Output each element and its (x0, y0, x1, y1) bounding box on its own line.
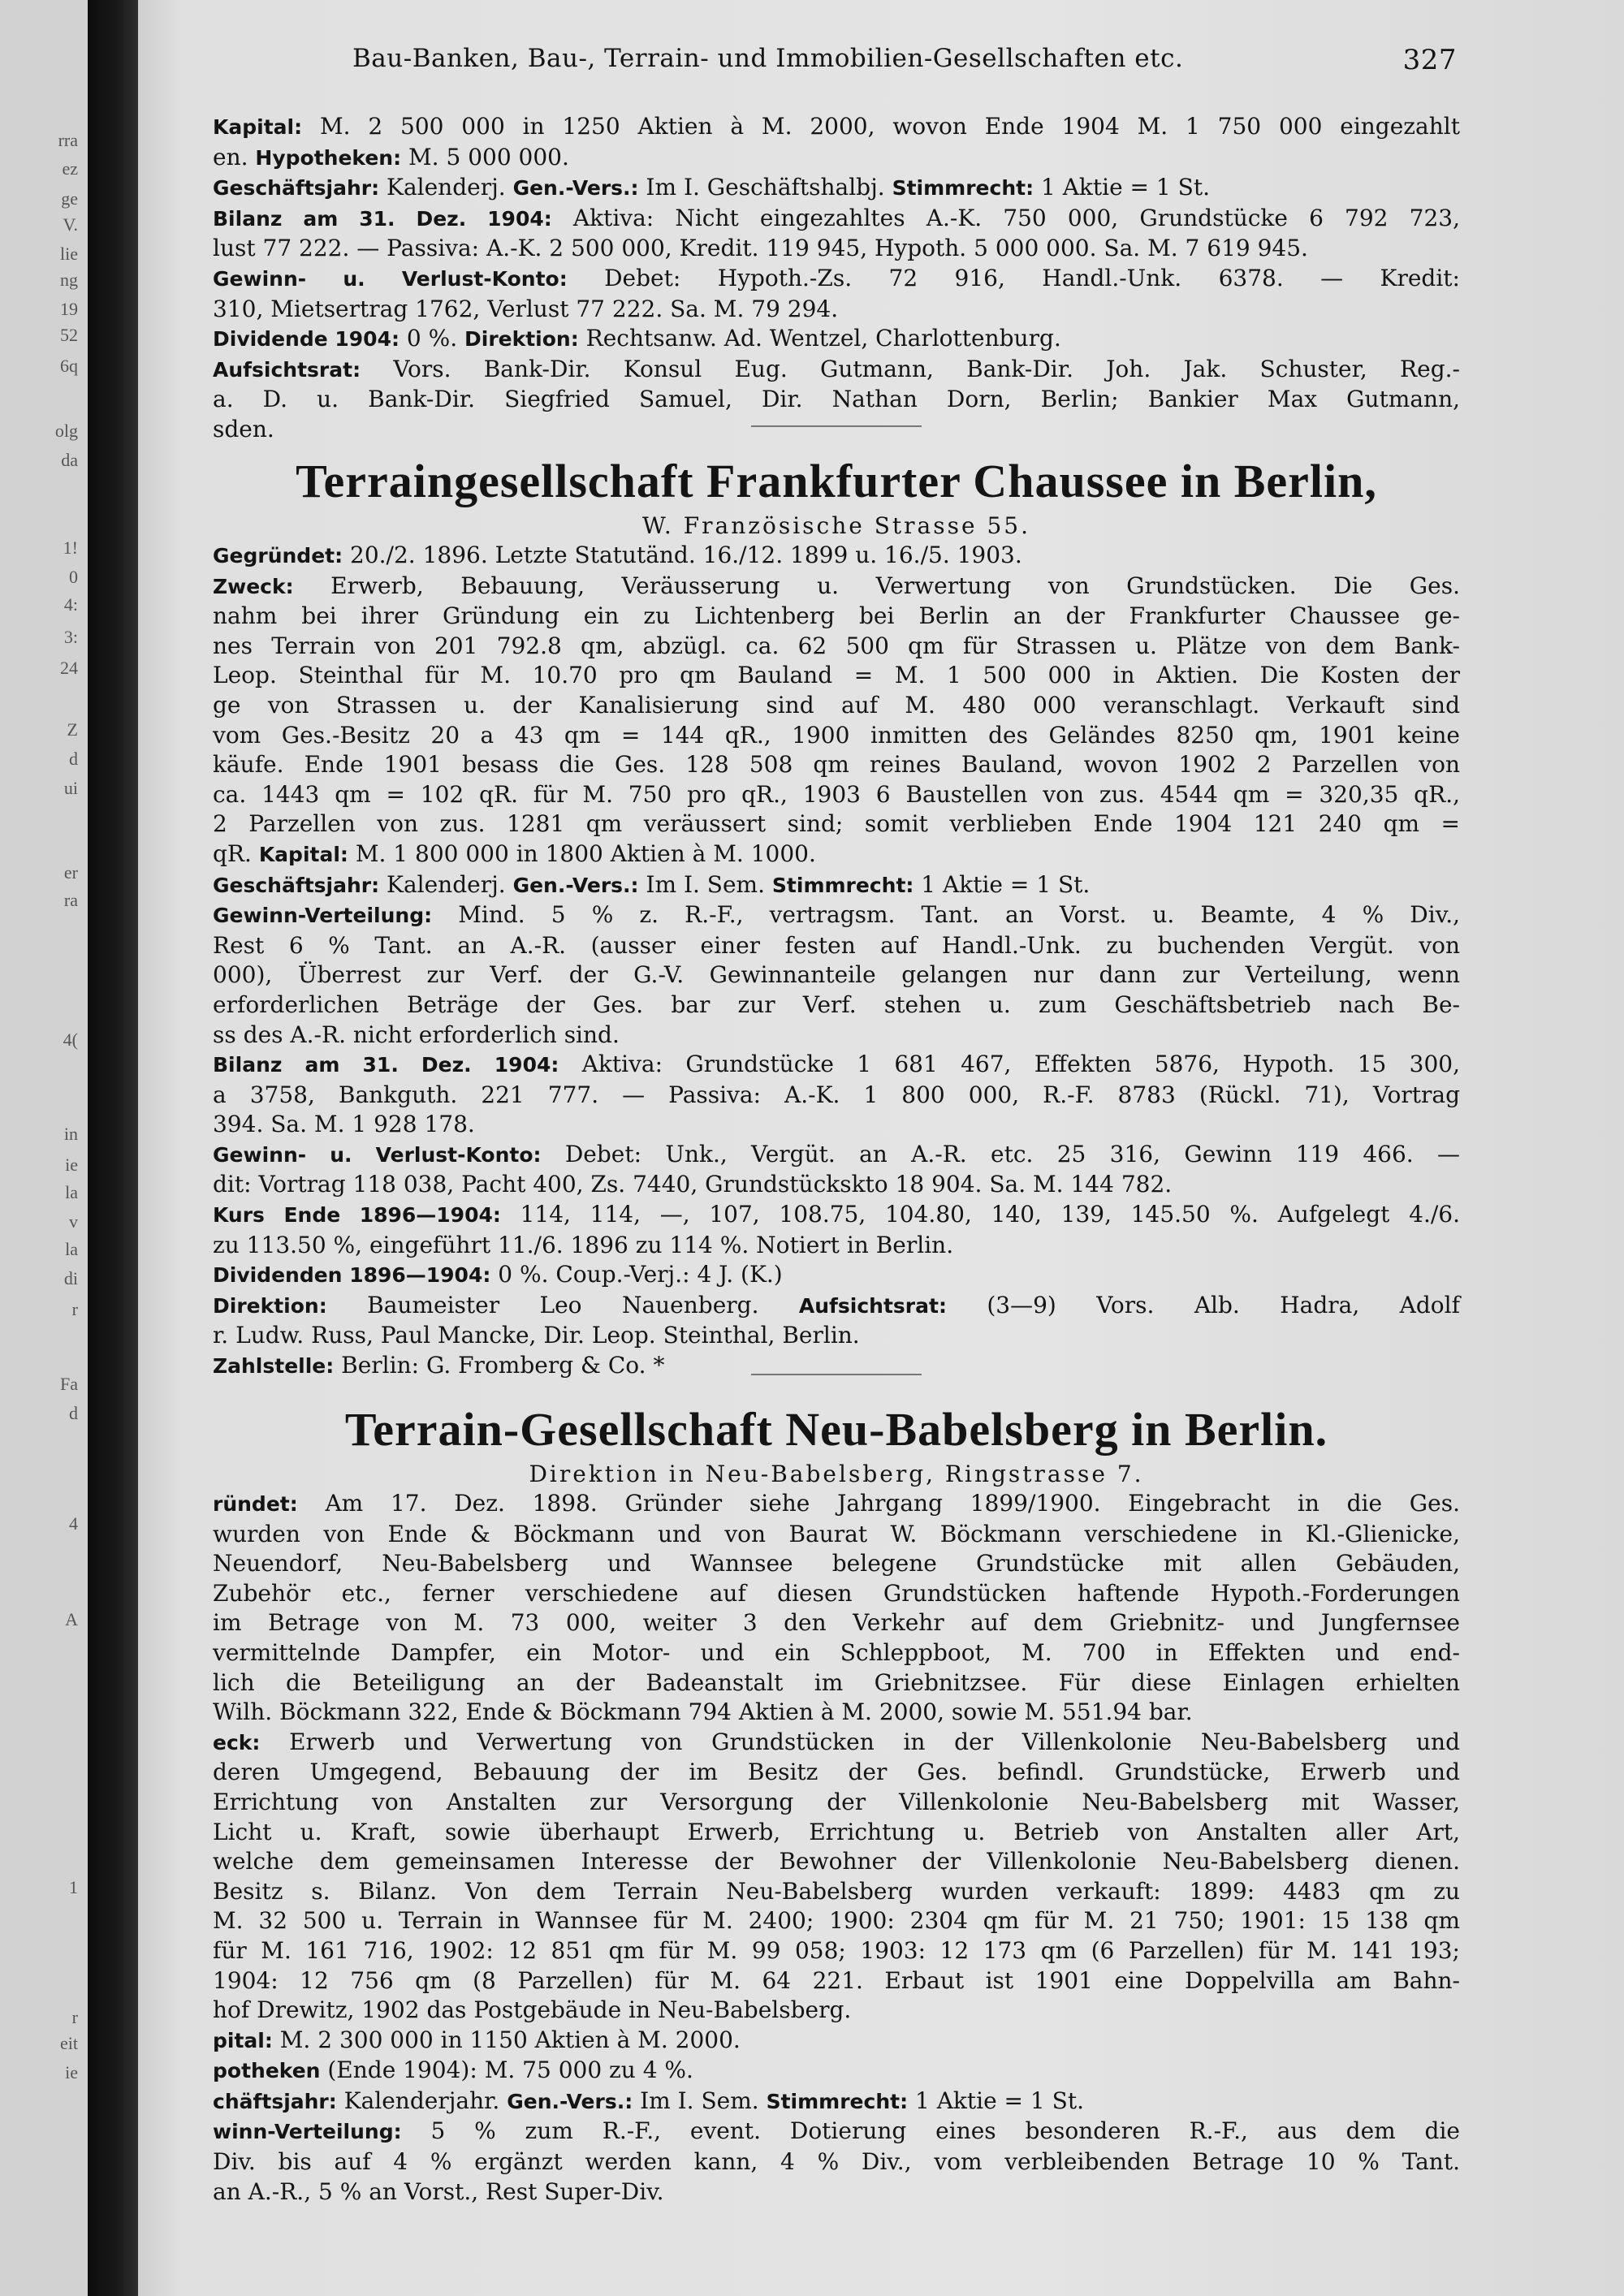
field-label: Bilanz am 31. Dez. 1904: (213, 1053, 559, 1077)
text-line (213, 541, 1460, 572)
field-text: wurden von Ende & Böckmann und von Baurat W. Böckmann verschiedene in Kl.-Glienicke, (213, 1520, 1460, 1547)
field-text: Kalenderjahr. (336, 2087, 508, 2114)
margin-fragment: A (65, 1609, 78, 1629)
margin-fragment: ra (63, 890, 78, 910)
margin-fragment: d (69, 749, 78, 769)
text-line (213, 1877, 1460, 1907)
field-text: a. D. u. Bank-Dir. Siegfried Samuel, Dir. Nathan Dorn, Berlin; Bankier Max Gutmann, (213, 386, 1460, 413)
company-address-frankfurter: W. Französische Strasse 55. (642, 512, 1030, 539)
text-line (213, 2026, 1460, 2056)
text-line (213, 990, 1460, 1021)
margin-fragment: 24 (60, 658, 78, 678)
field-label: Kurs Ende 1896—1904: (213, 1203, 501, 1228)
field-label: Kapital: (258, 842, 348, 866)
text-line (213, 1936, 1460, 1966)
margin-fragment: ge (61, 188, 78, 209)
field-label: Zweck: (213, 574, 294, 598)
margin-fragment: lie (60, 244, 78, 264)
field-text: Im I. Sem. (633, 2087, 767, 2114)
margin-fragment: di (63, 1268, 78, 1288)
text-line (213, 355, 1460, 386)
field-text: Erwerb und Verwertung von Grundstücken in der Villenkolonie Neu-Babelsberg und (260, 1728, 1460, 1755)
text-line (213, 1847, 1460, 1877)
margin-fragment: Fa (60, 1374, 78, 1394)
field-text: welche dem gemeinsamen Interesse der Bewohner der Villenkolonie Neu-Babelsberg dienen. (213, 1848, 1460, 1875)
field-label: ründet: (213, 1492, 298, 1516)
field-text: sden. (213, 415, 274, 442)
text-line (213, 809, 1460, 839)
margin-fragment: rra (58, 130, 78, 150)
field-text: 1904: 12 756 qm (8 Parzellen) für M. 64 221. Erbaut ist 1901 eine Doppelvilla am Bahn- (213, 1966, 1460, 1994)
section-frankfurter-chaussee (213, 425, 1460, 1382)
text-line (213, 2087, 1460, 2117)
field-text: 5 % zum R.-F., event. Dotierung eines besonderen R.-F., aus dem die (401, 2117, 1460, 2145)
text-line (213, 931, 1460, 961)
margin-fragment: r (71, 1299, 78, 1319)
margin-fragment: er (63, 862, 78, 883)
margin-fragment: ez (62, 158, 78, 179)
field-text: Baumeister Leo Nauenberg. (326, 1291, 799, 1318)
margin-fragment: 6q (60, 356, 78, 376)
field-text: Div. bis auf 4 % ergänzt werden kann, 4 % Div., vom verbleibenden Betrage 10 % Tant. (213, 2148, 1460, 2176)
text-line (213, 112, 1460, 143)
text-line (213, 173, 1460, 204)
text-line (213, 1050, 1460, 1081)
margin-fragment: eit (60, 2033, 78, 2053)
field-text: 1 Aktie = 1 St. (914, 870, 1091, 898)
field-text: qR. (213, 839, 259, 867)
text-line (213, 602, 1460, 632)
field-label: Gewinn- u. Verlust-Konto: (213, 1142, 542, 1167)
field-text: erforderlichen Beträge der Ges. bar zur Verf. stehen u. zum Geschäftsbetrieb nach Be- (213, 990, 1460, 1018)
text-line (213, 1668, 1460, 1698)
field-label: Aufsichtsrat: (798, 1293, 947, 1318)
field-label: Kapital: (213, 115, 303, 139)
margin-fragment: r (71, 2007, 78, 2027)
text-line (213, 1489, 1460, 1520)
text-line (213, 1260, 1460, 1291)
margin-fragment: 4( (63, 1029, 78, 1050)
page-number: 327 (1402, 44, 1457, 76)
text-line (213, 1140, 1460, 1171)
margin-fragment: 0 (69, 567, 78, 587)
text-line (213, 1170, 1460, 1200)
margin-fragment: 3: (63, 627, 78, 647)
section-neu-babelsberg (213, 1374, 1460, 2207)
margin-fragment: la (65, 1182, 78, 1202)
margin-fragment: 52 (60, 325, 78, 345)
section-divider (751, 1374, 922, 1375)
field-text: (Ende 1904): M. 75 000 zu 4 %. (320, 2056, 693, 2084)
field-label: Stimmrecht: (771, 873, 914, 897)
text-line (213, 632, 1460, 662)
text-line (213, 839, 1460, 870)
text-line (213, 1996, 1460, 2026)
field-text: hof Drewitz, 1902 das Postgebäude in Neu-Babelsberg. (213, 1996, 852, 2024)
text-line (213, 1549, 1460, 1579)
margin-fragment: v (69, 1211, 78, 1232)
field-text: vom Ges.-Besitz 20 a 43 qm = 144 qR., 1900 inmitten des Geländes 8250 qm, 1901 keine (213, 721, 1460, 749)
field-text: Debet: Hypoth.-Zs. 72 916, Handl.-Unk. 6378. — Kredit: (567, 264, 1460, 291)
field-label: chäftsjahr: (213, 2089, 337, 2113)
text-line (213, 1698, 1460, 1728)
field-label: Bilanz am 31. Dez. 1904: (213, 206, 552, 231)
text-line (213, 572, 1460, 602)
text-line (213, 385, 1460, 415)
field-text: Im I. Geschäftshalbj. (638, 174, 892, 201)
field-text: lust 77 222. — Passiva: A.-K. 2 500 000, Kredit. 119 945, Hypoth. 5 000 000. Sa. M. 7 619 945. (213, 235, 1308, 262)
margin-fragment: 1! (63, 537, 78, 558)
margin-fragment: in (63, 1124, 78, 1144)
text-line (213, 1081, 1460, 1111)
text-line (213, 1579, 1460, 1609)
field-text: 1 Aktie = 1 St. (1034, 174, 1210, 201)
field-text: 1 Aktie = 1 St. (908, 2087, 1084, 2114)
field-text: vermittelnde Dampfer, ein Motor- und ein Schleppboot, M. 700 in Effekten und end- (213, 1638, 1460, 1666)
book-spine-shadow (88, 0, 138, 2296)
margin-fragment: da (61, 450, 78, 470)
field-text: Errichtung von Anstalten zur Versorgung der Villenkolonie Neu-Babelsberg mit Wasser, (213, 1788, 1460, 1815)
field-text: M. 5 000 000. (401, 143, 569, 170)
margin-fragment: d (69, 1403, 78, 1423)
field-label: Gegründet: (213, 544, 343, 568)
text-line (213, 2056, 1460, 2087)
field-text: käufe. Ende 1901 besass die Ges. 128 508 qm reines Bauland, wovon 1902 2 Parzellen von (213, 751, 1460, 779)
field-label: Direktion: (464, 327, 579, 352)
margin-fragment: ng (60, 270, 78, 290)
field-label: Gen.-Vers.: (512, 176, 639, 201)
field-label: Gewinn- u. Verlust-Konto: (213, 266, 568, 291)
field-text: M. 2 300 000 in 1150 Aktien à M. 2000. (272, 2026, 741, 2053)
field-text: im Betrage von M. 73 000, weiter 3 den Verkehr auf dem Griebnitz- und Jungfernsee (213, 1609, 1460, 1637)
field-label: Geschäftsjahr: (213, 873, 380, 897)
field-text: r. Ludw. Russ, Paul Mancke, Dir. Leop. Steinthal, Berlin. (213, 1322, 860, 1349)
field-label: potheken (213, 2059, 321, 2083)
company-title-frankfurter: Terraingesellschaft Frankfurter Chaussee in Berlin, (296, 455, 1377, 507)
text-line (213, 1291, 1460, 1322)
text-line (213, 750, 1460, 780)
field-label: Dividende 1904: (213, 327, 400, 352)
text-line (213, 264, 1460, 295)
field-text: nes Terrain von 201 792.8 qm, abzügl. ca. 62 500 qm für Strassen u. Plätze von dem Bank- (213, 632, 1460, 659)
margin-fragment: Z (67, 719, 78, 740)
field-text: Kalenderj. (379, 174, 513, 201)
field-text: dit: Vortrag 118 038, Pacht 400, Zs. 7440, Grundstückskto 18 904. Sa. M. 144 782. (213, 1171, 1173, 1198)
field-text: 000), Überrest zur Verf. der G.-V. Gewinnanteile gelangen nur dann zur Verteilung, wenn (213, 961, 1460, 989)
field-label: Aufsichtsrat: (213, 357, 361, 382)
text-line (213, 661, 1460, 691)
company-title-babelsberg: Terrain-Gesellschaft Neu-Babelsberg in Berlin. (344, 1403, 1328, 1456)
field-text: Aktiva: Grundstücke 1 681 467, Effekten 5876, Hypoth. 15 300, (559, 1051, 1460, 1078)
field-text: 2 Parzellen von zus. 1281 qm veräussert sind; somit verblieben Ende 1904 121 240 qm = (213, 810, 1460, 838)
margin-fragment: 4: (63, 594, 78, 615)
margin-fragment: 19 (60, 299, 78, 319)
field-text: M. 1 800 000 in 1800 Aktien à M. 1000. (348, 839, 816, 867)
field-text: 0 %. (399, 325, 464, 352)
text-line (213, 780, 1460, 810)
margin-fragment: 4 (69, 1513, 78, 1534)
text-line (213, 1906, 1460, 1936)
field-text: Berlin: G. Fromberg & Co. * (334, 1352, 665, 1379)
text-line (213, 1966, 1460, 1996)
text-line (213, 1021, 1460, 1051)
field-text: Rest 6 % Tant. an A.-R. (ausser einer festen auf Handl.-Unk. zu buchenden Vergüt. von (213, 931, 1460, 959)
field-text: Vors. Bank-Dir. Konsul Eug. Gutmann, Bank-Dir. Joh. Jak. Schuster, Reg.- (361, 355, 1460, 382)
field-text: zu 113.50 %, eingeführt 11./6. 1896 zu 114 %. Notiert in Berlin. (213, 1231, 954, 1258)
field-text: 394. Sa. M. 1 928 178. (213, 1111, 475, 1138)
running-title: Bau-Banken, Bau-, Terrain- und Immobilien-Gesellschaften etc. (352, 44, 1184, 73)
text-line (213, 691, 1460, 721)
margin-fragment: V. (63, 214, 78, 235)
field-text: 0 %. Coup.-Verj.: 4 J. (K.) (490, 1261, 783, 1288)
running-header (352, 44, 1457, 76)
field-text: lich die Beteiligung an der Badeanstalt im Griebnitzsee. Für diese Einlagen erhielten (213, 1668, 1460, 1696)
text-line (213, 234, 1460, 264)
field-label: Stimmrecht: (766, 2089, 909, 2113)
section-previous-company (213, 112, 1460, 445)
text-line (213, 1110, 1460, 1140)
field-label: pital: (213, 2028, 273, 2052)
field-text: Besitz s. Bilanz. Von dem Terrain Neu-Babelsberg wurden verkauft: 1899: 4483 qm zu (213, 1877, 1460, 1905)
field-text: Leop. Steinthal für M. 10.70 pro qm Bauland = M. 1 500 000 in Aktien. Die Kosten der (213, 662, 1460, 689)
field-text: (3—9) Vors. Alb. Hadra, Adolf (946, 1291, 1460, 1318)
field-text: Zubehör etc., ferner verschiedene auf diesen Grundstücken haftende Hypoth.-Forderungen (213, 1579, 1460, 1607)
text-line (213, 2147, 1460, 2177)
field-text: Neuendorf, Neu-Babelsberg und Wannsee belegene Grundstücke mit allen Gebäuden, (213, 1550, 1460, 1577)
margin-fragment: olg (54, 421, 78, 441)
margin-fragment: la (65, 1239, 78, 1259)
text-line (213, 1520, 1460, 1550)
field-text: für M. 161 716, 1902: 12 851 qm für M. 99 058; 1903: 12 173 qm (6 Parzellen) für M. 141 193; (213, 1936, 1460, 1964)
field-text: Licht u. Kraft, sowie überhaupt Erwerb, Errichtung u. Betrieb von Anstalten aller Art, (213, 1818, 1460, 1845)
text-line (213, 1200, 1460, 1231)
text-line (213, 2117, 1460, 2147)
company-body-babelsberg (213, 1489, 1460, 2207)
field-label: Gen.-Vers.: (512, 873, 639, 897)
text-line (213, 960, 1460, 990)
field-label: Stimmrecht: (892, 176, 1034, 201)
margin-fragment: ie (65, 2062, 78, 2082)
field-text: 310, Mietsertrag 1762, Verlust 77 222. Sa. M. 79 294. (213, 295, 839, 322)
field-label: winn-Verteilung: (213, 2120, 402, 2144)
field-text: ge von Strassen u. der Kanalisierung sind auf M. 480 000 veranschlagt. Verkauft sind (213, 691, 1460, 719)
field-text: en. (213, 143, 256, 170)
field-text: 114, 114, —, 107, 108.75, 104.80, 140, 139, 145.50 %. Aufgelegt 4./6. (500, 1201, 1461, 1228)
text-line (213, 900, 1460, 931)
field-text: Im I. Sem. (638, 870, 772, 898)
field-label: Geschäftsjahr: (213, 176, 380, 201)
field-label: Gewinn-Verteilung: (213, 904, 433, 928)
field-text: ss des A.-R. nicht erforderlich sind. (213, 1021, 620, 1048)
text-line (213, 2177, 1460, 2208)
field-text: M. 32 500 u. Terrain in Wannsee für M. 2400; 1900: 2304 qm für M. 21 750; 1901: 15 138 qm (213, 1907, 1460, 1935)
company-address-babelsberg: Direktion in Neu-Babelsberg, Ringstrasse 7. (529, 1461, 1144, 1487)
text-line (213, 1818, 1460, 1848)
field-text: Aktiva: Nicht eingezahltes A.-K. 750 000, Grundstücke 6 792 723, (551, 204, 1460, 231)
text-line (213, 1321, 1460, 1351)
field-label: Hypotheken: (255, 145, 402, 170)
text-line (213, 204, 1460, 235)
field-label: Zahlstelle: (213, 1354, 335, 1379)
field-text: an A.-R., 5 % an Vorst., Rest Super-Div. (213, 2177, 664, 2205)
text-line (213, 1728, 1460, 1759)
field-text: Mind. 5 % z. R.-F., vertragsm. Tant. an Vorst. u. Beamte, 4 % Div., (432, 901, 1460, 929)
field-text: Rechtsanw. Ad. Wentzel, Charlottenburg. (578, 325, 1061, 352)
text-line (213, 870, 1460, 901)
field-text: 20./2. 1896. Letzte Statutänd. 16./12. 1899 u. 16./5. 1903. (343, 542, 1022, 568)
text-line (213, 721, 1460, 751)
field-label: Dividenden 1896—1904: (213, 1263, 491, 1288)
text-line (213, 1788, 1460, 1818)
field-text: M. 2 500 000 in 1250 Aktien à M. 2000, wovon Ende 1904 M. 1 750 000 eingezahlt (302, 113, 1460, 140)
section-divider (751, 425, 922, 427)
text-line (213, 1638, 1460, 1668)
field-text: Debet: Unk., Vergüt. an A.-R. etc. 25 316, Gewinn 119 466. — (541, 1140, 1460, 1167)
company-body-frankfurter (213, 541, 1460, 1382)
field-text: Am 17. Dez. 1898. Gründer siehe Jahrgang 1899/1900. Eingebracht in die Ges. (297, 1490, 1460, 1517)
text-line (213, 1608, 1460, 1638)
margin-fragment: ie (65, 1154, 78, 1175)
text-line (213, 324, 1460, 355)
field-label: Direktion: (213, 1293, 327, 1318)
text-line (213, 1231, 1460, 1261)
text-line (213, 143, 1460, 174)
field-text: nahm bei ihrer Gründung ein zu Lichtenberg bei Berlin an der Frankfurter Chaussee ge- (213, 602, 1460, 630)
margin-fragment: 1 (69, 1877, 78, 1897)
field-text: deren Umgegend, Bebauung der im Besitz der Ges. befindl. Grundstücke, Erwerb und (213, 1759, 1460, 1786)
field-label: Gen.-Vers.: (507, 2089, 633, 2113)
text-line (213, 1758, 1460, 1788)
field-text: Kalenderj. (379, 870, 513, 898)
field-text: Erwerb, Bebauung, Veräusserung u. Verwertung von Grundstücken. Die Ges. (293, 572, 1460, 599)
field-label: eck: (213, 1730, 261, 1754)
field-text: ca. 1443 qm = 102 qR. für M. 750 pro qR., 1903 6 Baustellen von zus. 4544 qm = 320,35 qR., (213, 780, 1460, 808)
margin-fragment: ui (63, 778, 78, 798)
text-line (213, 295, 1460, 325)
field-text: a 3758, Bankguth. 221 777. — Passiva: A.-K. 1 800 000, R.-F. 8783 (Rückl. 71), Vortrag (213, 1081, 1460, 1108)
field-text: Wilh. Böckmann 322, Ende & Böckmann 794 Aktien à M. 2000, sowie M. 551.94 bar. (213, 1698, 1193, 1726)
